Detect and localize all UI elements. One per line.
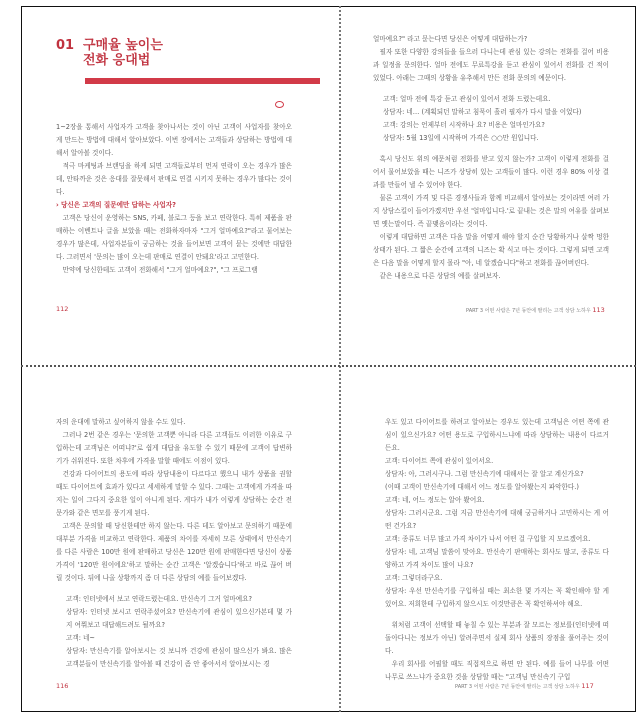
page-117-body	[385, 416, 609, 684]
dialogue-line: 고객: 다이어트 쪽에 관심이 있어서요.	[385, 457, 494, 465]
paragraph: 건강과 다이어트의 용도에 따라 상담내용이 다르다고 했으니 내가 상품을 권할 때도 다이어트에 효과가 있다고 세세하게 말할 수 있다. 그때는 고객에게 가격을 따지는 일이 그다지 중요한 일이 아니게 된다. 게다가 내가 이렇게 상담하는 순간 전문가와 같은 면모를 풍기게 된다.	[56, 470, 292, 517]
dialogue-line: 상담자: 인터넷 보시고 연락주셨어요? 만신속기에 관심이 있으신가본데 몇 가지 여쭤보고 대답해드려도 될까요?	[66, 608, 292, 629]
dialogue-line: 상담자: 네… (계획되던 말하고 침묵이 흘러 필자가 다시 말을 이었다)	[383, 108, 582, 116]
page-footer	[466, 306, 605, 314]
page-divider-horizontal	[21, 365, 636, 367]
title-accent-bar	[85, 78, 320, 84]
dialogue-line: 고객: 네~	[66, 634, 95, 642]
title-line-1: 구매율 높이는	[83, 38, 163, 53]
page-number: 117	[581, 682, 594, 690]
page-116-body	[56, 416, 292, 679]
page-113-body	[373, 33, 609, 283]
dialogue-line: 상담자: 네, 고객님 말씀이 맞아요. 만신속기 판매하는 회사도 많고, 종류도 다양하고 가격 차이도 많이 나요?	[385, 548, 609, 569]
page-footer	[455, 682, 594, 690]
paragraph: 자의 운대에 말하고 싶어하지 않을 수도 있다.	[56, 418, 186, 426]
section-marker-icon	[275, 101, 284, 108]
dialogue-line: 고객: 인터넷에서 보고 연락드렸는데요. 만신속기 그거 얼마예요?	[66, 595, 253, 603]
paragraph: 물론 고객이 가격 및 다른 경쟁사들과 함께 비교해서 알아보는 것이라면 여러 가지 상담스킬이 들어가겠지만 우선 '얼마입니다.'로 끝내는 것은 말의 여유를 살펴보면 옛는말이다. 즉 끝맺음이라는 것이다.	[373, 194, 609, 228]
paragraph: 필자 또한 다양한 강의들을 들으러 다니는데 관심 있는 강의는 전화를 걸어 비용과 일정을 문의한다. 얼마 전에도 무료특강을 듣고 관심이 있어서 전화를 건 적이 있었다. 아래는 그때의 상황을 유추해서 만든 전화 문의의 예문이다.	[373, 48, 609, 82]
page-number: 113	[592, 306, 605, 314]
chapter-title	[56, 38, 163, 68]
paragraph: 적극 마케팅과 브랜딩을 하게 되면 고객들로부터 먼저 연락이 오는 경우가 많은데, 안타까운 것은 응대를 잘못해서 판매로 연결 시키지 못하는 경우가 많다는 것이다.	[56, 162, 292, 196]
paragraph: 고객은 문의할 때 당신한테만 하지 않는다. 다른 데도 알아보고 문의하기 때문에 대부분 가격을 비교하고 연락한다. 제품의 차이를 자세히 모른 상태에서 만신속기를 다른 사람은 100만 원에 판매하고 당신은 120만 원에 판매한다면 당신이 상품 가격이 '120만 원이에요'하고 말하는 순간 고객은 '알겠습니다'하고 바로 끊어 버릴 것이다. 뒤에 나올 상황까지 좀 더 다른 상담의 예를 들어보겠다.	[56, 522, 292, 582]
dialogue-block	[373, 93, 609, 145]
dialogue-line: 상담자: 5월 13일에 시작하며 가격은 ○○만 원입니다.	[383, 134, 539, 142]
footer-text: PART 3 어떤 사람은 7년 동안에 팔리는 고객 상담 노하우	[455, 684, 580, 690]
dialogue-line: 고객: 얼마 전에 특강 듣고 관심이 있어서 전화 드렸는데요.	[383, 95, 551, 103]
dialogue-line: 상담자: 만신속기를 알아보시는 것 보니까 건강에 관심이 많으신가 봐요. 많은 고객분들이 만신속기를 알아볼 때 건강이 좀 안 좋아서서 알아보시는 경	[66, 647, 292, 668]
paragraph: 위처럼 고객이 선택할 때 놓칠 수 있는 부분과 잘 모르는 정보를(인터넷에 떠돌아다니는 정보가 아닌) 알려주면서 실제 회사 상품의 장점을 풀어주는 것이다.	[385, 621, 609, 655]
dialogue-line: 상담자: 그러시군요. 그럼 지금 만신속기에 대해 궁금하거나 고민하시는 게 어떤 건가요?	[385, 509, 609, 530]
page-112-body	[56, 121, 292, 277]
paragraph: 우도 있고 다이어트를 하려고 알아보는 경우도 있는데 고객님은 어떤 쪽에 관심이 있으신가요? 어떤 용도로 구입하시느냐에 따라 상담하는 내용이 다르거든요.	[385, 418, 609, 452]
dialogue-line: 고객: 그렇더라구요.	[385, 574, 443, 582]
footer-text: PART 3 어떤 사람은 7년 동안에 팔리는 고객 상담 노하우	[466, 308, 591, 314]
dialogue-line: 고객: 네, 어느 정도는 알아 봤어요.	[385, 496, 485, 504]
chapter-number: 01	[56, 38, 75, 53]
paragraph: 얼마예요?" 라고 묻는다면 당신은 어떻게 대답하는가?	[373, 35, 528, 43]
paragraph: 혹시 당신도 위의 예문처럼 전화를 받고 있지 않는가? 고객이 이렇게 전화를 걸어서 물어보았을 때는 니즈가 상당히 있는 고객들이 많다. 이런 경우 80% 이상 결과를 만들어 낼 수 있어야 한다.	[373, 155, 609, 189]
subheading-text: 당신은 고객의 질문에만 답하는 사업자?	[61, 201, 176, 209]
subheading: › 당신은 고객의 질문에만 답하는 사업자?	[56, 201, 176, 209]
dialogue-line: (이때 고객이 만신속기에 대해서 어느 정도를 알아봤는지 파악한다.)	[385, 483, 579, 491]
paragraph: 만약에 당신한테도 고객이 전화해서 "그거 얼마예요?", "그 프로그램	[62, 266, 258, 274]
paragraph: 그러나 2번 같은 경우는 '문의한 고객뿐 아니라 다른 고객들도 이러한 이유로 구입하는데 고객님은 어떠냐?'로 쉽게 대답을 유도할 수 있기 때문에 고객이 답변하기가 쉬워진다. 또한 차후에 가격을 말할 때에도 이점이 있다.	[56, 431, 292, 465]
dialogue-line: 고객: 강의는 언제부터 시작하나 요? 비용은 얼마인가요?	[383, 121, 545, 129]
dialogue-line: 상담자: 아, 그러시구나. 그럼 만신속기에 대해서는 잘 알고 계신가요?	[385, 470, 584, 478]
dialogue-block	[56, 593, 292, 671]
paragraph: 우리 회사를 어필할 때도 직접적으로 하면 안 된다. 예를 들어 나무를 어떤 나무로 쓰느냐가 중요한 것을 상담할 때는 "고객님 만신속기 구입	[385, 660, 609, 681]
paragraph: 같은 내용으로 다른 상담의 예를 살펴보자.	[379, 272, 501, 280]
dialogue-line: 상담자: 우선 만신속기를 구입하실 때는 최소한 몇 가지는 꼭 확인해야 할 게 있어요. 저희한테 구입하지 않으시도 이것만큼은 꼭 확인하셔야 해요.	[385, 587, 609, 608]
title-line-2: 전화 응대법	[83, 53, 151, 68]
paragraph: 1~2장을 통해서 사업자가 고객을 찾아나서는 것이 아닌 고객이 사업자를 찾아오게 만드는 방법에 대해서 알아보았다. 이번 장에서는 고객들과 상담하는 방법에 대해서 알아볼 것이다.	[56, 123, 292, 157]
paragraph: 고객은 당신이 운영하는 SNS, 카페, 블로그 등을 보고 연락한다. 특히 제품을 판매하는 이벤트나 글을 보았을 때는 전화하자마자 "그거 얼마예요?"라고 물어보는 경우가 많은데, 사업자분들이 궁금하는 것을 들어보면 고객이 묻는 것에만 대답한다. 그러면서 '문의는 많이 오는데 판매로 연결이 안돼요'라고 고민한다.	[56, 214, 292, 261]
page-number: 112	[56, 305, 69, 313]
page-divider-vertical	[339, 6, 341, 712]
paragraph: 이렇게 대답하면 고객은 다음 말을 어떻게 해야 할지 순간 당황하거나 살짝 멍한 상태가 된다. 그 짧은 순간에 고객의 니즈는 확 식고 마는 것이다. 그렇게 되면 고객은 다음 말을 어떻게 할지 몰라 "아, 네 알겠습니다"하고 전화를 끊어버린다.	[373, 233, 609, 267]
dialogue-line: 고객: 종류도 너무 많고 가격 차이가 나서 어떤 걸 구입할 지 모르겠어요.	[385, 535, 591, 543]
page-number: 116	[56, 682, 69, 690]
